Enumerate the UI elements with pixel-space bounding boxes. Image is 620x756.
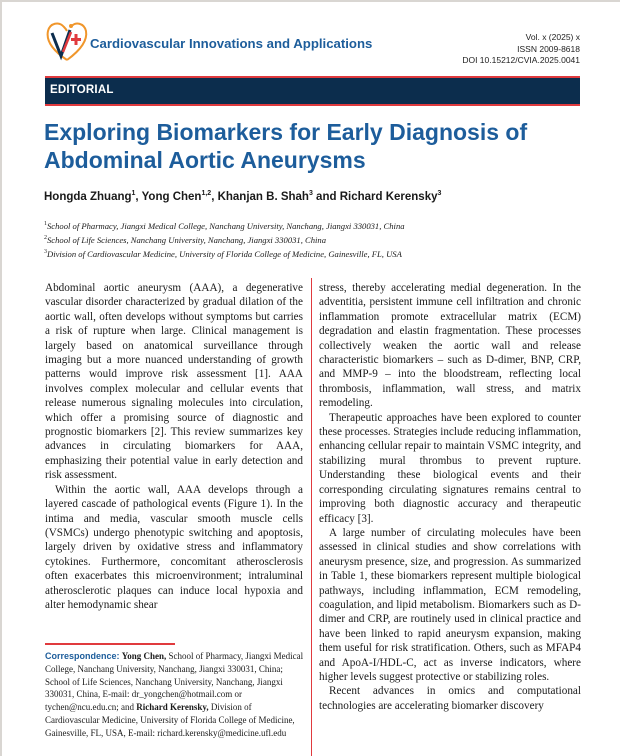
article-type-label: EDITORIAL bbox=[50, 84, 114, 96]
journal-logo-icon bbox=[44, 18, 90, 64]
affiliation bbox=[44, 246, 405, 260]
article-title bbox=[44, 118, 584, 174]
body-paragraph: Recent advances in omics and computational technologies are accelerating biomarker discovery bbox=[319, 685, 581, 712]
affiliation-text: Division of Cardiovascular Medicine, University of Florida College of Medicine, Gainesville, FL, USA bbox=[47, 248, 402, 259]
journal-name: Cardiovascular Innovations and Applications bbox=[90, 36, 373, 51]
title-line-2: Abdominal Aortic Aneurysms bbox=[44, 147, 366, 173]
author-name: Khanjan B. Shah bbox=[217, 190, 309, 203]
doi: DOI 10.15212/CVIA.2025.0041 bbox=[462, 55, 580, 65]
author-sep: , bbox=[211, 190, 218, 203]
author-name: Yong Chen bbox=[141, 190, 202, 203]
author-sep: , bbox=[135, 190, 142, 203]
affiliation-text: School of Life Sciences, Nanchang University, Nanchang, Jiangxi 330031, China bbox=[47, 234, 327, 245]
body-paragraph: Abdominal aortic aneurysm (AAA), a degenerative vascular disorder characterized by gradual dilation of the aortic wall, often develops without symptoms but carries a risk of rupture when large. Clinical management is largely based on anatomical surveillance through imaging but a more nuanced understanding of growth patterns would improve risk assessment [1]. AAA involves complex molecular and cellular events that release numerous signaling molecules into circulation, which offer a promising source of diagnostic and prognostic biomarkers [2]. This review summarizes key advances in circulating biomarkers for AAA, emphasizing their potential value in early detection and risk assessment. bbox=[45, 282, 303, 482]
article-meta bbox=[462, 32, 580, 67]
body-paragraph: Therapeutic approaches have been explored to counter these processes. Strategies include reducing inflammation, enhancing cellular repair to maintain VSMC integrity, and stabilizing mural thrombus to prevent rupture. Understanding these biological events and their corresponding circulating signatures remains central to improving both diagnostic accuracy and therapeutic efficacy [3]. bbox=[319, 411, 581, 525]
author-sep: and bbox=[312, 190, 340, 203]
issn: ISSN 2009-8618 bbox=[517, 43, 580, 54]
affiliation-text: School of Pharmacy, Jiangxi Medical College, Nanchang University, Nanchang, Jiangxi 330031, China bbox=[47, 220, 405, 231]
article-type-banner bbox=[45, 76, 580, 106]
affiliations bbox=[44, 218, 405, 260]
correspondence-heading: Correspondence: bbox=[45, 651, 120, 661]
volume-info: Vol. x (2025) x bbox=[525, 32, 580, 42]
body-column-left bbox=[45, 281, 303, 612]
author-name: Richard Kerensky bbox=[339, 190, 438, 203]
author-name: Hongda Zhuang bbox=[44, 190, 132, 203]
affiliation-sup: 1 bbox=[44, 221, 47, 227]
author-list bbox=[44, 190, 441, 203]
body-paragraph: Within the aortic wall, AAA develops through a layered cascade of pathological events (Figure 1). In the intima and media, vascular smooth muscle cells (VSMCs) undergo phenotypic switching and apoptosis, largely driven by oxidative stress and inflammatory cytokines. Furthermore, concomitant atherosclerosis often exacerbates this microenvironment; intraluminal atherosclerotic plaques can induce local hypoxia and alter hemodynamic shear bbox=[45, 483, 303, 611]
author-sup: 1,2 bbox=[201, 190, 212, 197]
correspondence-block bbox=[45, 650, 307, 740]
correspondent-name: Richard Kerensky, bbox=[136, 702, 209, 713]
affiliation bbox=[44, 218, 405, 232]
author-sup: 3 bbox=[437, 190, 442, 197]
correspondence-text: School of Pharmacy, Jiangxi Medical College, Nanchang University, Nanchang, Jiangxi 330031, China; School of Life Sciences, Nanchang University, Nanchang, Jiangxi 330031, China, E-mail: dr_yongchen@hotmail.com or tychen@ncu.edu.cn; and bbox=[45, 651, 304, 713]
body-column-right bbox=[319, 281, 581, 713]
title-line-1: Exploring Biomarkers for Early Diagnosis of bbox=[44, 119, 528, 145]
correspondence-rule bbox=[45, 643, 175, 645]
affiliation-sup: 2 bbox=[44, 234, 47, 241]
correspondent-name: Yong Chen, bbox=[121, 651, 167, 661]
author-sup: 1 bbox=[131, 190, 136, 197]
column-divider bbox=[311, 278, 312, 756]
body-paragraph: A large number of circulating molecules have been assessed in clinical studies and show correlations with aneurysm presence, size, and progression. As summarized in Table 1, these biomarkers represent multiple biological pathways, including inflammation, ECM remodeling, coagulation, and lipid metabolism. Biomarkers such as D-dimer and CRP, are routinely used in clinical practice and have been linked to rapid aneurysm expansion, making them useful for risk stratification. Others, such as MFAP4 and ApoA-I/HDL-C, act as inverse indicators, where higher levels suggest protective or stabilizing roles. bbox=[319, 526, 581, 683]
body-paragraph: stress, thereby accelerating medial degeneration. In the adventitia, persistent immune cell infiltration and chronic inflammation promote extracellular matrix (ECM) degradation and elastin fragmentation. These processes collectively weaken the aortic wall and release characteristic biomarkers – such as D-dimer, BNP, CRP, and MMP-9 – into the bloodstream, reflecting local thrombosis, inflammation, wall stress, and matrix remodeling. bbox=[319, 282, 581, 410]
affiliation bbox=[44, 232, 405, 246]
affiliation-sup: 3 bbox=[44, 248, 47, 255]
author-sup: 3 bbox=[308, 190, 313, 197]
correspondence-text: Division of Cardiovascular Medicine, University of Florida College of Medicine, Gainesville, FL, USA, E-mail: richard.kerensky@medicine.ufl.edu bbox=[45, 702, 295, 738]
